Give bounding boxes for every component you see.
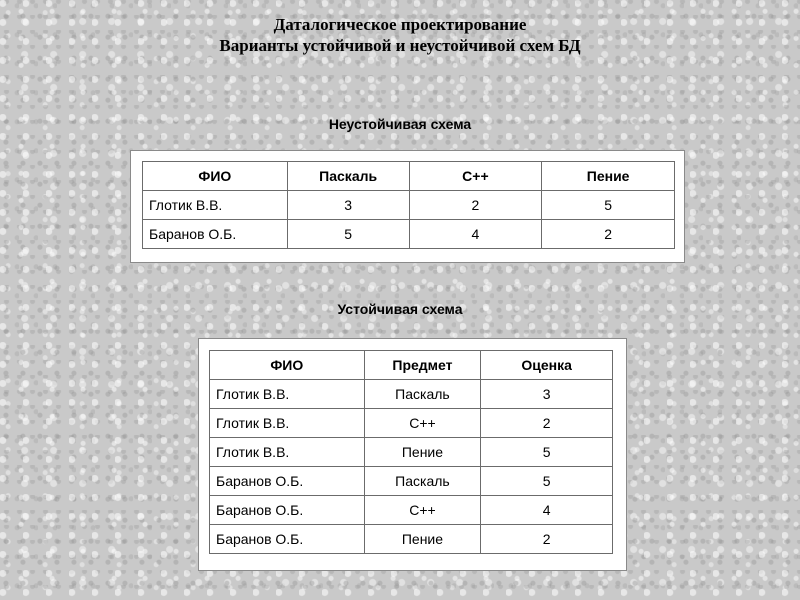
cell-subject: Пение [364,525,481,554]
cell-singing: 5 [542,191,675,220]
table-row [210,525,613,554]
table-row [143,191,675,220]
stable-schema-label: Устойчивая схема [337,301,463,317]
cell-cpp: 4 [409,220,542,249]
cell-grade: 5 [481,438,613,467]
cell-pascal: 3 [287,191,409,220]
cell-fio: Глотик В.В. [210,438,365,467]
column-header-grade: Оценка [481,351,613,380]
table-row [210,496,613,525]
unstable-schema-table [142,161,675,249]
column-header-cpp: С++ [409,162,542,191]
column-header-subject: Предмет [364,351,481,380]
table-header-row [143,162,675,191]
cell-grade: 3 [481,380,613,409]
unstable-schema-label: Неустойчивая схема [328,116,472,132]
cell-subject: С++ [364,409,481,438]
table-header-row [210,351,613,380]
cell-subject: С++ [364,496,481,525]
cell-subject: Пение [364,438,481,467]
table-row [143,220,675,249]
table-row [210,438,613,467]
cell-grade: 2 [481,525,613,554]
column-header-singing: Пение [542,162,675,191]
cell-fio: Глотик В.В. [210,409,365,438]
cell-fio: Глотик В.В. [143,191,288,220]
stable-schema-table [209,350,613,554]
cell-grade: 4 [481,496,613,525]
cell-cpp: 2 [409,191,542,220]
table-row [210,467,613,496]
cell-singing: 2 [542,220,675,249]
cell-fio: Баранов О.Б. [210,467,365,496]
cell-pascal: 5 [287,220,409,249]
column-header-fio: ФИО [210,351,365,380]
column-header-fio: ФИО [143,162,288,191]
cell-fio: Баранов О.Б. [210,496,365,525]
cell-subject: Паскаль [364,380,481,409]
table-row [210,380,613,409]
cell-grade: 5 [481,467,613,496]
slide-title-line-1: Даталогическое проектирование [273,15,527,34]
cell-grade: 2 [481,409,613,438]
cell-fio: Баранов О.Б. [210,525,365,554]
slide-title-line-2: Варианты устойчивой и неустойчивой схем БД [219,36,581,55]
unstable-schema-frame [130,150,685,263]
cell-fio: Баранов О.Б. [143,220,288,249]
slide-title [0,14,800,56]
cell-subject: Паскаль [364,467,481,496]
cell-fio: Глотик В.В. [210,380,365,409]
stable-schema-frame [198,338,627,571]
table-row [210,409,613,438]
column-header-pascal: Паскаль [287,162,409,191]
